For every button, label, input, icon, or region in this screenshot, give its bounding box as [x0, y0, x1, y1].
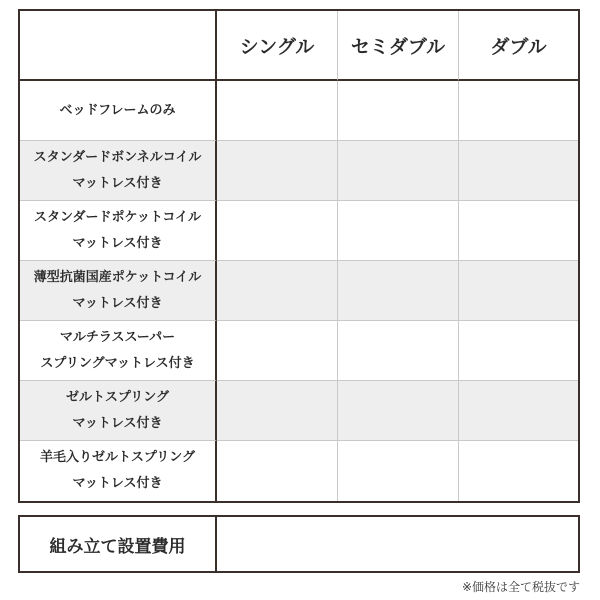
row-label-line: ベッドフレームのみ	[59, 102, 176, 118]
row-label-line: スプリングマットレス付き	[40, 355, 195, 371]
price-cell	[217, 81, 338, 141]
price-cell	[217, 321, 338, 381]
column-header-semi-double: セミダブル	[338, 11, 459, 81]
tax-note: ※価格は全て税抜です	[461, 580, 580, 594]
price-cell	[459, 321, 578, 381]
row-label-line: 羊毛入りゼルトスプリング	[39, 450, 196, 465]
row-label-line: マットレス付き	[72, 476, 163, 491]
price-cell	[459, 81, 578, 141]
row-label-line: スタンダードポケットコイル	[34, 209, 201, 225]
row-label-bonnell-coil	[20, 141, 217, 201]
row-label-wool-zelt-spring	[20, 441, 217, 501]
row-label-line: スタンダードボンネルコイル	[33, 149, 202, 165]
row-label-line: マットレス付き	[72, 295, 163, 311]
row-label-frame-only	[20, 81, 217, 141]
price-cell	[217, 261, 338, 321]
price-cell	[338, 81, 459, 141]
row-label-line: マットレス付き	[72, 235, 163, 251]
assembly-fee-table	[18, 515, 580, 573]
row-label-line: マットレス付き	[72, 415, 163, 431]
price-cell	[338, 261, 459, 321]
price-cell	[459, 141, 578, 201]
price-cell	[338, 201, 459, 261]
assembly-fee-value-cell	[217, 517, 578, 571]
column-header-single: シングル	[217, 11, 338, 81]
row-label-line: 薄型抗菌国産ポケットコイル	[33, 269, 202, 285]
price-cell	[217, 141, 338, 201]
price-cell	[338, 141, 459, 201]
price-cell	[459, 201, 578, 261]
row-label-line: マルチラススーパー	[59, 329, 176, 345]
row-label-zelt-spring	[20, 381, 217, 441]
price-cell	[459, 381, 578, 441]
price-cell	[217, 441, 338, 501]
row-label-thin-antibacterial-pocket-coil	[20, 261, 217, 321]
price-cell	[338, 321, 459, 381]
price-cell	[217, 381, 338, 441]
price-cell	[338, 441, 459, 501]
column-header-double: ダブル	[459, 11, 578, 81]
row-label-pocket-coil	[20, 201, 217, 261]
price-cell	[459, 261, 578, 321]
header-corner-cell	[20, 11, 217, 81]
row-label-multi-lath-super-spring	[20, 321, 217, 381]
price-cell	[217, 201, 338, 261]
price-cell	[338, 381, 459, 441]
row-label-line: マットレス付き	[72, 175, 163, 191]
assembly-fee-label: 組み立て設置費用	[20, 517, 217, 571]
row-label-line: ゼルトスプリング	[65, 389, 170, 405]
price-cell	[459, 441, 578, 501]
price-table	[18, 9, 580, 503]
